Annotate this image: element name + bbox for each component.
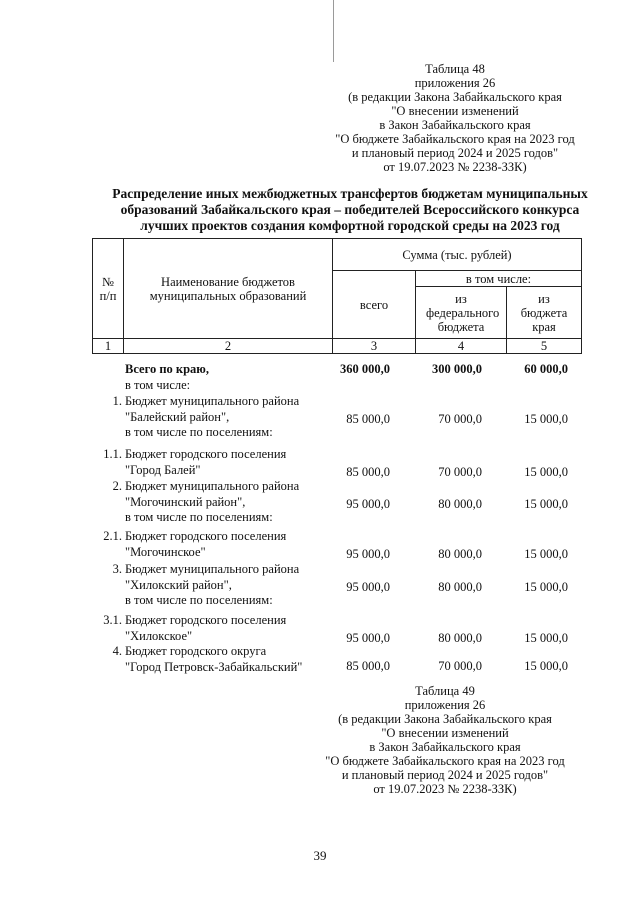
document-title [60,186,640,234]
text-line: в Закон Забайкальского края [379,118,531,132]
colnum: 2 [124,339,333,354]
colnum: 4 [416,339,507,354]
text-line: "О внесении изменений [381,726,509,740]
value-reg: 15 000,0 [524,465,568,479]
header-regional: из бюджета края [507,287,582,339]
value-total: 95 000,0 [346,547,390,561]
column-numbers-row [93,339,582,354]
row-name-line: в том числе по поселениям: [125,510,273,524]
colnum: 1 [93,339,124,354]
value-reg: 15 000,0 [524,631,568,645]
row-name [125,362,335,393]
text-line: приложения 26 [404,698,486,712]
row-name-line: Бюджет городского поселения [125,613,287,627]
header-sum: Сумма (тыс. рублей) [333,239,582,271]
table-49-header [290,684,600,796]
value-reg: 60 000,0 [524,362,568,376]
text-line: в Закон Забайкальского края [369,740,521,754]
row-name-line: Бюджет городского округа [125,644,267,658]
colnum: 3 [333,339,416,354]
value-reg: 15 000,0 [524,412,568,426]
row-name-line: "Могочинский район", [125,494,246,509]
row-name-line: в том числе по поселениям: [125,593,273,607]
row-name-line: Бюджет муниципального района [125,562,300,576]
row-name-line: Бюджет муниципального района [125,394,300,408]
text-line: "О бюджете Забайкальского края на 2023 год [335,132,575,146]
row-name [125,394,335,441]
row-name-line: "Могочинское" [125,544,206,559]
row-number: 3.1. [103,613,122,627]
text-line: лучших проектов создания комфортной городской среды на 2023 год [140,218,560,233]
row-number: 2. [112,479,122,493]
table-48-header [300,62,610,174]
text-line: приложения 26 [414,76,496,90]
value-fed: 80 000,0 [438,580,482,594]
value-fed: 80 000,0 [438,497,482,511]
row-name-line: Всего по краю, [125,362,209,376]
row-name [125,562,335,609]
row-number: 1.1. [103,447,122,461]
row-number: 3. [112,562,122,576]
row-name [125,447,335,478]
row-name-line: Бюджет городского поселения [125,447,287,461]
row-number: 2.1. [103,529,122,543]
text-line: от 19.07.2023 № 2238-ЗЗК) [383,160,527,174]
value-total: 85 000,0 [346,659,390,673]
row-name-line: "Хилокский район", [125,577,232,592]
row-name [125,613,335,644]
row-name-line: Бюджет городского поселения [125,529,287,543]
value-reg: 15 000,0 [524,580,568,594]
row-name-line: "Хилокское" [125,628,193,643]
value-reg: 15 000,0 [524,547,568,561]
text-line: и плановый период 2024 и 2025 годов" [351,146,559,160]
row-number: 1. [112,394,122,408]
text-line: Распределение иных межбюджетных трансфертов бюджетам муниципальных [112,186,588,201]
header-federal: из федерального бюджета [416,287,507,339]
value-total: 95 000,0 [346,497,390,511]
text-line: образований Забайкальского края – победителей Всероссийского конкурса [120,202,580,217]
header-name: Наименование бюджетов муниципальных образований [124,239,333,339]
value-fed: 70 000,0 [438,659,482,673]
row-name-line: в том числе по поселениям: [125,425,273,439]
text-line: (в редакции Закона Забайкальского края [338,712,552,726]
transfers-table [92,238,582,354]
row-name [125,529,335,560]
value-fed: 80 000,0 [438,631,482,645]
value-total: 95 000,0 [346,631,390,645]
row-number: 4. [112,644,122,658]
row-name-line: Бюджет муниципального района [125,479,300,493]
text-line: Таблица 48 [425,62,485,76]
value-reg: 15 000,0 [524,659,568,673]
text-line: "О бюджете Забайкальского края на 2023 год [325,754,565,768]
page-number: 39 [313,848,327,863]
text-line: и плановый период 2024 и 2025 годов" [341,768,549,782]
text-line: от 19.07.2023 № 2238-ЗЗК) [373,782,517,796]
value-fed: 70 000,0 [438,412,482,426]
value-fed: 80 000,0 [438,547,482,561]
text-line: "О внесении изменений [391,104,519,118]
value-fed: 70 000,0 [438,465,482,479]
value-total: 95 000,0 [346,580,390,594]
row-name [125,479,335,526]
header-incl: в том числе: [416,271,582,287]
value-fed: 300 000,0 [432,362,482,376]
text-line: Таблица 49 [415,684,475,698]
row-name-line: "Город Петровск-Забайкальский" [125,659,303,674]
row-name [125,644,335,675]
header-number: № п/п [93,239,124,339]
margin-line [333,0,334,62]
text-line: (в редакции Закона Забайкальского края [348,90,562,104]
value-total: 85 000,0 [346,465,390,479]
value-total: 360 000,0 [340,362,390,376]
value-total: 85 000,0 [346,412,390,426]
header-total: всего [333,271,416,339]
value-reg: 15 000,0 [524,497,568,511]
colnum: 5 [507,339,582,354]
row-name-line: "Балейский район", [125,409,230,424]
row-name-line: в том числе: [125,377,191,392]
row-name-line: "Город Балей" [125,462,201,477]
